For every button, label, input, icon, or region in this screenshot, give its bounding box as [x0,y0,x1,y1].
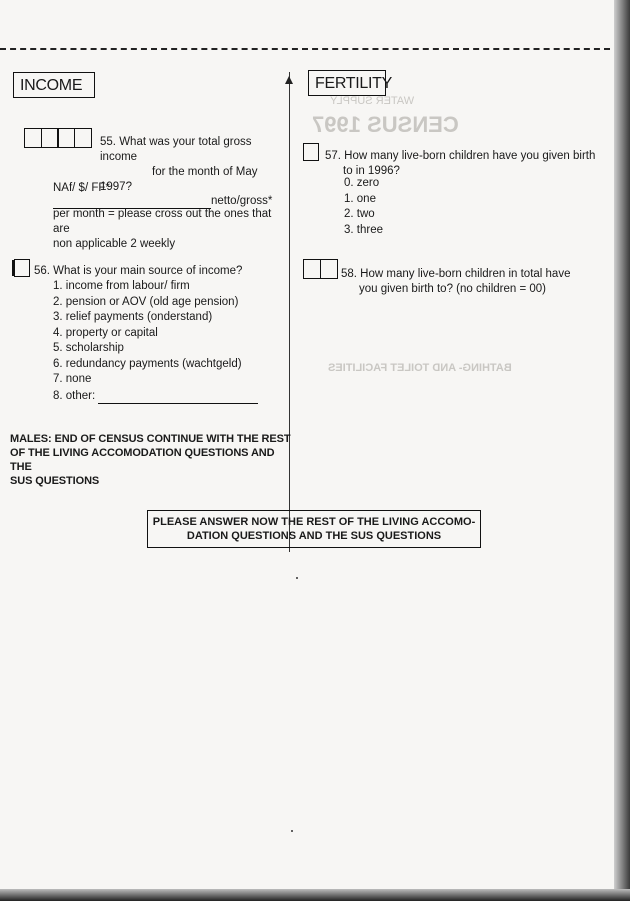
q57-line2: to in 1996? [343,165,400,177]
q58-line2: you given birth to? (no children = 00) [359,283,546,295]
q56-option-1: 1. income from labour/ firm [53,280,190,292]
q58-code-boxes[interactable] [303,259,336,279]
stray-mark [296,577,298,579]
q56-option-4: 4. property or capital [53,326,158,339]
scan-edge-bottom [0,889,630,901]
q56-options [53,279,258,404]
q55-question [100,135,280,195]
fertility-section-title: FERTILITY [308,70,386,96]
q57-option-2: 2. two [344,208,375,220]
q57-line1: 57. How many live-born children have you given birth [325,150,596,162]
q58-line1: 58. How many live-born children in total have [341,268,571,280]
males-note-line1: MALES: END OF CENSUS CONTINUE WITH THE REST [10,433,291,445]
cut-line [0,48,610,50]
q56-option-8: 8. other: [53,389,96,402]
arrow-up-icon [285,76,293,84]
q57-answer-box[interactable] [303,143,319,161]
q56-option-6: 6. redundancy payments (wachtgeld) [53,357,242,370]
males-note-line2: OF THE LIVING ACCOMODATION QUESTIONS AND THE [10,447,275,473]
q55-number: 55. [100,136,116,148]
q56-option-7: 7. none [53,373,92,385]
q57-option-0: 0. zero [344,177,380,189]
q55-note [53,207,288,252]
q56-other-field[interactable] [98,388,258,405]
males-note-line3: SUS QUESTIONS [10,475,100,487]
bleed-bathing: BATHING- AND TOILET FACILITIES [328,362,512,374]
q55-note-line2: non applicable 2 weekly [53,238,176,250]
q57-options [344,176,383,238]
q56-option-3: 3. relief payments (onderstand) [53,311,213,323]
final-note-line1: PLEASE ANSWER NOW THE REST OF THE LIVING ACCOMO- [152,516,476,528]
q55-netto-label: netto/gross* [211,195,273,207]
q56-option-2: 2. pension or AOV (old age pension) [53,295,239,308]
q58-question [341,267,611,297]
bleed-census-title: CENSUS 1997 [312,112,459,137]
q55-text-line2: for the month of May 1997? [100,166,258,193]
q56-question: 56. What is your main source of income? [34,265,243,277]
q57-question [325,149,605,179]
income-section-title: INCOME [13,72,95,98]
q55-currency-prefix: NAf/ $/ FF* [53,182,110,194]
bleed-water-supply: WATER SUPPLY [330,95,415,107]
q55-note-line1: per month = please cross out the ones that are [53,208,272,235]
final-instruction-box [147,510,481,548]
q55-code-boxes[interactable] [24,128,90,148]
final-note-line2: DATION QUESTIONS AND THE SUS QUESTIONS [186,530,442,542]
q57-option-3: 3. three [344,223,383,236]
stray-mark [291,830,293,832]
scan-edge-right [614,0,630,901]
q57-option-1: 1. one [344,192,376,205]
q56-answer-box[interactable] [14,259,30,277]
males-instruction [10,432,295,488]
q55-text-line1: What was your total gross income [100,136,252,163]
q56-option-5: 5. scholarship [53,342,124,354]
